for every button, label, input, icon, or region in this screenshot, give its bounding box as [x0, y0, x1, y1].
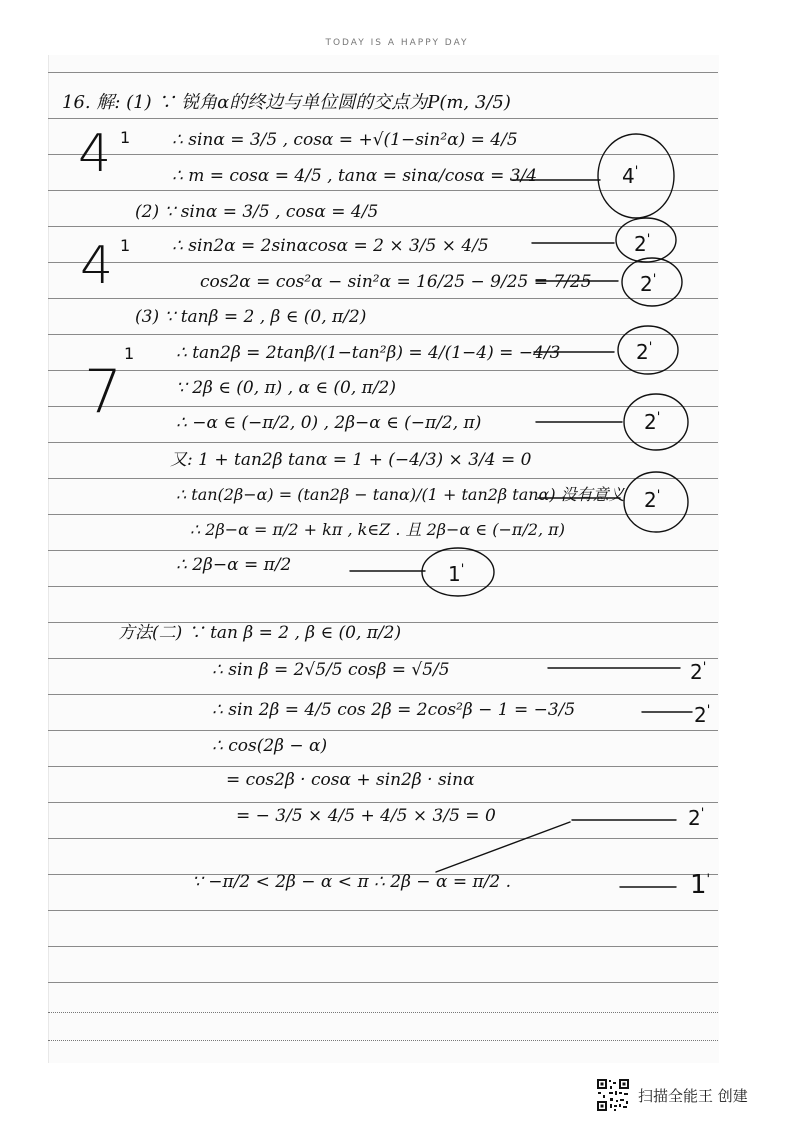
ruled-line [48, 514, 718, 515]
circled-score: 2' [640, 272, 657, 296]
ruled-line [48, 694, 718, 695]
circled-score: 2' [644, 410, 661, 434]
ruled-line [48, 910, 718, 911]
part3-line1: (3) ∵ tanβ = 2 , β ∈ (0, π/2) [135, 307, 367, 327]
ruled-line [48, 406, 718, 407]
ruled-line [48, 226, 718, 227]
ruled-line [48, 298, 718, 299]
margin-tick: 1 [120, 128, 131, 147]
ruled-line [48, 658, 718, 659]
alt-line5: = cos2β · cosα + sin2β · sinα [226, 770, 475, 790]
ruled-line [48, 190, 718, 191]
part3-line7: ∴ 2β−α = π/2 + kπ , k∈Z . 且 2β−α ∈ (−π/2, π) [190, 520, 565, 539]
ruled-line [48, 370, 718, 371]
part3-line5: 又: 1 + tan2β tanα = 1 + (−4/3) × 3/4 = 0 [170, 450, 532, 470]
ruled-line [48, 802, 718, 803]
alt-score: 2' [694, 703, 711, 727]
alt-line2: ∴ sin β = 2√5/5 cosβ = √5/5 [212, 660, 450, 680]
part3-line3: ∵ 2β ∈ (0, π) , α ∈ (0, π/2) [176, 378, 397, 398]
part3-line2: ∴ tan2β = 2tanβ/(1−tan²β) = 4/(1−4) = −4/3 [176, 343, 561, 363]
ruled-line [48, 946, 718, 947]
part3-line8: ∴ 2β−α = π/2 [176, 555, 292, 575]
circled-score: 2' [636, 340, 653, 364]
alt-line6: = − 3/5 × 4/5 + 4/5 × 3/5 = 0 [236, 806, 496, 826]
alt-score: 1' [690, 870, 711, 900]
circled-score: 4' [622, 164, 639, 188]
ruled-line [48, 442, 718, 443]
solution-title-line: 16. 解: (1) ∵ 锐角α的终边与单位圆的交点为P(m, 3/5) [62, 92, 511, 113]
circled-score: 2' [644, 488, 661, 512]
part3-line4: ∴ −α ∈ (−π/2, 0) , 2β−α ∈ (−π/2, π) [176, 413, 482, 433]
page-header: TODAY IS A HAPPY DAY [325, 38, 469, 48]
margin-score-part1: 4 [78, 124, 112, 184]
margin-score-part3: 7 [84, 357, 123, 427]
ruled-line [48, 1012, 718, 1013]
ruled-line [48, 72, 718, 73]
ruled-line [48, 730, 718, 731]
alt-score: 2' [690, 660, 707, 684]
circled-score: 2' [634, 232, 651, 256]
margin-tick: 1 [120, 236, 131, 255]
circled-score: 1' [448, 562, 465, 586]
part2-line3: cos2α = cos²α − sin²α = 16/25 − 9/25 = 7/25 [200, 272, 592, 292]
qr-code-icon [596, 1078, 630, 1112]
part3-line6: ∴ tan(2β−α) = (tan2β − tanα)/(1 + tan2β tanα) 没有意义 [176, 485, 625, 504]
part2-line1: (2) ∵ sinα = 3/5 , cosα = 4/5 [135, 202, 379, 222]
part2-line2: ∴ sin2α = 2sinαcosα = 2 × 3/5 × 4/5 [172, 236, 489, 256]
ruled-line [48, 262, 718, 263]
ruled-line [48, 1040, 718, 1041]
margin-tick: 1 [124, 344, 135, 363]
part1-line1: ∴ sinα = 3/5 , cosα = +√(1−sin²α) = 4/5 [172, 130, 518, 150]
scanner-credit: 扫描全能王 创建 [638, 1086, 748, 1105]
alt-line4: ∴ cos(2β − α) [212, 736, 328, 756]
alt-line1: 方法(二) ∵ tan β = 2 , β ∈ (0, π/2) [118, 623, 402, 643]
ruled-line [48, 334, 718, 335]
ruled-line [48, 550, 718, 551]
ruled-line [48, 838, 718, 839]
ruled-line [48, 118, 718, 119]
ruled-line [48, 586, 718, 587]
margin-score-part2: 4 [80, 236, 114, 296]
ruled-line [48, 982, 718, 983]
ruled-line [48, 478, 718, 479]
part1-line2: ∴ m = cosα = 4/5 , tanα = sinα/cosα = 3/4 [172, 166, 538, 186]
alt-score: 2' [688, 806, 705, 830]
alt-line3: ∴ sin 2β = 4/5 cos 2β = 2cos²β − 1 = −3/5 [212, 700, 576, 720]
alt-line7: ∵ −π/2 < 2β − α < π ∴ 2β − α = π/2 . [192, 872, 512, 892]
ruled-line [48, 766, 718, 767]
ruled-line [48, 154, 718, 155]
scanner-watermark [596, 1078, 748, 1112]
